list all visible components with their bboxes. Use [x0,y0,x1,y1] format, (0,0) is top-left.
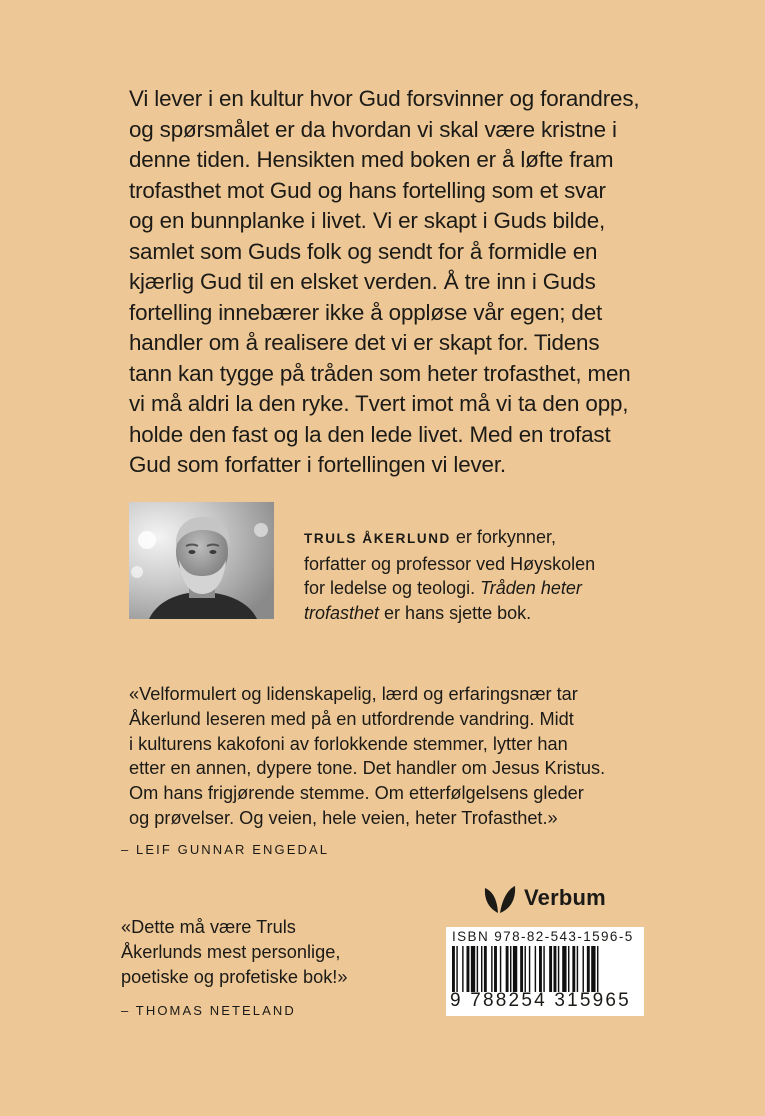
publisher-logo [482,882,606,914]
blurb-line: tann kan tygge på tråden som heter trofasthet, men [129,360,631,386]
barcode-bar [539,946,542,992]
barcode-bar [591,946,595,992]
quote-line: Om hans frigjørende stemme. Om etterfølgelsens gleder [129,783,584,804]
barcode-bar [510,946,511,992]
barcode-bar [543,946,544,992]
quote-line: i kulturens kakofoni av forlokkende stemmer, lytter han [129,733,568,754]
blurb-line: fortelling innebærer ikke å oppløse vår egen; det [129,299,603,325]
barcode-bar [494,946,497,992]
bio-text: er forkynner, [450,527,556,547]
barcode-bar [477,946,478,992]
barcode-bar [554,946,557,992]
quote-line: «Velformulert og lidenskapelig, lærd og erfaringsnær tar [129,684,578,704]
isbn-barcode [446,927,644,1016]
bio-line: forfatter og professor ved Høyskolen [304,553,596,574]
barcode-bar [500,946,501,992]
blurb-line: vi må aldri la den ryke. Tvert imot må vi ta den opp, [129,391,629,416]
barcode-bar [549,946,552,992]
blurb-line: og en bunnplanke i livet. Vi er skapt i Guds bilde, [129,208,606,233]
review-quote-engedal [129,682,669,831]
barcode-bar [558,946,559,992]
barcode-bar [577,946,578,992]
barcode-bar [456,946,457,992]
author-photo [129,502,274,619]
bio-text: for ledelse og teologi. [304,578,481,598]
author-bio [304,525,684,625]
isbn-label: ISBN 978-82-543-1596-5 [452,929,634,944]
barcode-bar [467,946,470,992]
barcode-bar [484,946,487,992]
author-name: TRULS ÅKERLUND [304,531,451,546]
barcode-bar [491,946,492,992]
quote-line: Åkerlund leseren med på en utfordrende vandring. Midt [129,708,574,729]
barcode-bar [597,946,598,992]
blurb-line: samlet som Guds folk og sendt for å formidle en [129,238,598,264]
barcode-bar [535,946,536,992]
quote-attribution-engedal: – LEIF GUNNAR ENGEDAL [121,842,330,857]
barcode-bar [525,946,526,992]
barcode-bar [520,946,523,992]
ean-digits: 9 788254 315965 [450,990,631,1011]
leaf-logo-icon [482,882,516,914]
book-title: trofasthet [304,602,380,623]
blurb-line: handler om å realisere det vi er skapt for. Tidens [129,330,600,355]
barcode-bar [513,946,517,992]
bio-line [304,525,684,552]
barcode-bar [462,946,463,992]
bio-text: er hans sjette bok. [379,602,532,623]
bio-line [304,601,684,626]
quote-line: «Dette må være Truls [121,917,296,937]
blurb-line: Gud som forfatter i fortellingen vi lever. [129,452,506,477]
back-cover-blurb [129,84,654,481]
barcode-bar [572,946,575,992]
blurb-line: holde den fast og la den lede livet. Med en trofast [129,421,611,447]
barcode-bar [562,946,566,992]
blurb-line: kjærlig Gud til en elsket verden. Å tre inn i Guds [129,269,596,294]
quote-attribution-neteland: – THOMAS NETELAND [121,1003,296,1018]
author-portrait-illustration [129,502,274,619]
bio-line [304,576,684,601]
barcode-bar [506,946,509,992]
quote-line: etter en annen, dypere tone. Det handler om Jesus Kristus. [129,758,606,779]
barcode-bar [529,946,530,992]
publisher-name: Verbum [524,885,606,910]
blurb-line: Vi lever i en kultur hvor Gud forsvinner og forandres, [129,86,640,111]
barcode-bar [587,946,590,992]
quote-line: Åkerlunds mest personlige, [121,941,341,962]
barcode-bar [568,946,569,992]
blurb-line: trofasthet mot Gud og hans fortelling som et svar [129,177,606,203]
quote-line: poetiske og profetiske bok!» [121,966,348,987]
barcode-bar [471,946,475,992]
blurb-line: og spørsmålet er da hvordan vi skal være kristne i [129,116,617,142]
book-title: Tråden heter [480,578,582,598]
barcode-bar [481,946,482,992]
review-quote-neteland [121,915,421,989]
barcode-bar [452,946,455,992]
barcode-bar [583,946,584,992]
quote-line: og prøvelser. Og veien, hele veien, heter Trofasthet.» [129,807,558,828]
barcode-bars [452,946,638,992]
blurb-line: denne tiden. Hensikten med boken er å løfte fram [129,147,614,172]
